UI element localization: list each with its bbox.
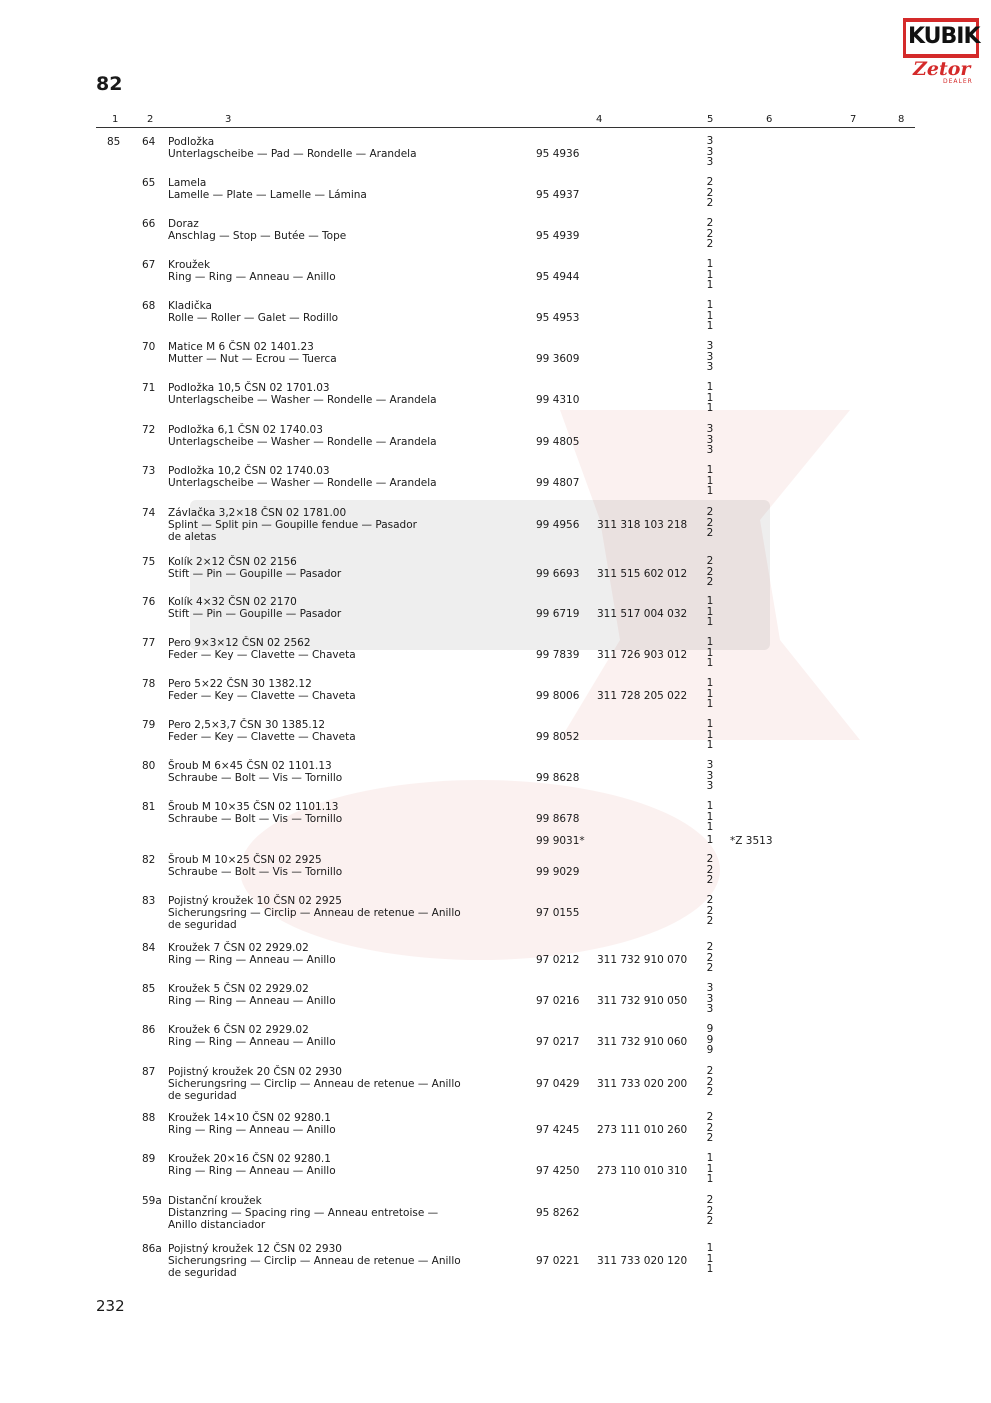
quantities — [705, 596, 715, 628]
part-number: 97 0216 — [536, 995, 580, 1007]
alt-part-number: 311 515 602 012 — [597, 568, 688, 580]
description-line: de seguridad — [168, 919, 237, 931]
quantity: 3 — [706, 350, 714, 363]
quantity: 1 — [706, 657, 714, 669]
note: *Z 3513 — [730, 835, 773, 847]
description-line: Pero 5×22 ČSN 30 1382.12 — [168, 678, 312, 690]
quantity: 2 — [706, 227, 714, 240]
quantities — [705, 1243, 715, 1275]
description-line: de seguridad — [168, 1267, 237, 1279]
quantity: 3 — [706, 156, 714, 168]
position-number: 67 — [142, 259, 156, 271]
description-line: Pero 2,5×3,7 ČSN 30 1385.12 — [168, 719, 326, 731]
description-line: Unterlagscheibe — Pad — Rondelle — Arandela — [168, 148, 417, 160]
description-line: Mutter — Nut — Ecrou — Tuerca — [168, 353, 337, 365]
column-header: 6 — [766, 114, 773, 125]
position-number: 76 — [142, 596, 156, 608]
part-number: 99 7839 — [536, 649, 580, 661]
description-line: Závlačka 3,2×18 ČSN 02 1781.00 — [168, 507, 347, 519]
quantities — [705, 1195, 715, 1227]
description — [168, 341, 528, 365]
quantity: 2 — [706, 516, 714, 529]
quantity: 1 — [706, 616, 714, 628]
quantity: 9 — [706, 1033, 714, 1046]
quantity: 2 — [706, 217, 714, 229]
quantity: 2 — [706, 904, 714, 917]
quantities — [705, 983, 715, 1015]
quantity: 2 — [706, 1075, 714, 1088]
quantity: 3 — [706, 769, 714, 782]
quantity: 1 — [706, 646, 714, 659]
description — [168, 1243, 528, 1279]
quantity: 1 — [706, 1263, 714, 1275]
part-number: 97 4245 — [536, 1124, 580, 1136]
description-line: Stift — Pin — Goupille — Pasador — [168, 568, 342, 580]
quantity: 1 — [706, 728, 714, 741]
position-number: 86 — [142, 1024, 156, 1036]
quantity: 2 — [706, 197, 714, 209]
quantity: 1 — [706, 485, 714, 497]
description — [168, 637, 528, 661]
quantity: 2 — [706, 1132, 714, 1144]
alt-part-number: 311 728 205 022 — [597, 690, 688, 702]
alt-part-number: 311 726 903 012 — [597, 649, 688, 661]
quantities — [705, 382, 715, 414]
quantity: 1 — [706, 299, 714, 311]
quantities — [705, 895, 715, 927]
position-number: 86a — [142, 1243, 162, 1255]
description-line: Schraube — Bolt — Vis — Tornillo — [168, 772, 343, 784]
column-header: 3 — [225, 114, 232, 125]
quantity: 1 — [706, 464, 714, 476]
quantity: 2 — [706, 874, 714, 886]
quantity: 3 — [706, 982, 714, 994]
quantities — [705, 1112, 715, 1144]
description-line: Podložka 10,2 ČSN 02 1740.03 — [168, 465, 330, 477]
kubik-zetor-logo — [903, 18, 981, 85]
quantity: 9 — [706, 1044, 714, 1056]
quantity: 2 — [706, 1065, 714, 1077]
quantity: 3 — [706, 145, 714, 158]
part-number: 95 4936 — [536, 148, 580, 160]
quantities — [705, 177, 715, 209]
description — [168, 801, 528, 825]
description-line: Pero 9×3×12 ČSN 02 2562 — [168, 637, 311, 649]
position-number: 83 — [142, 895, 156, 907]
part-number: 99 4310 — [536, 394, 580, 406]
description-line: de seguridad — [168, 1090, 237, 1102]
logo-word: KUBIK — [908, 24, 980, 49]
description-line: Šroub M 6×45 ČSN 02 1101.13 — [168, 760, 332, 772]
position-number: 64 — [142, 136, 156, 148]
description-line: Sicherungsring — Circlip — Anneau de retenue — Anillo — [168, 907, 461, 919]
quantities — [705, 1153, 715, 1185]
description-line: Feder — Key — Clavette — Chaveta — [168, 731, 356, 743]
quantity: 2 — [706, 506, 714, 518]
column-header: 4 — [596, 114, 603, 125]
quantities — [705, 719, 715, 751]
quantity: 2 — [706, 853, 714, 865]
description — [168, 382, 528, 406]
quantity: 1 — [706, 800, 714, 812]
part-number: 95 4937 — [536, 189, 580, 201]
description-line: Pojistný kroužek 20 ČSN 02 2930 — [168, 1066, 342, 1078]
description-line: Podložka — [168, 136, 215, 148]
part-number: 97 0221 — [536, 1255, 580, 1267]
quantity: 1 — [706, 1252, 714, 1265]
quantity: 3 — [706, 759, 714, 771]
description — [168, 895, 528, 931]
description-line: Rolle — Roller — Galet — Rodillo — [168, 312, 339, 324]
description-line: Schraube — Bolt — Vis — Tornillo — [168, 866, 343, 878]
position-number: 65 — [142, 177, 156, 189]
quantity: 1 — [706, 718, 714, 730]
alt-part-number: 311 732 910 050 — [597, 995, 688, 1007]
part-number: 99 4807 — [536, 477, 580, 489]
quantity: 2 — [706, 962, 714, 974]
description — [168, 719, 528, 743]
quantities — [705, 678, 715, 710]
quantities — [705, 507, 715, 539]
quantity: 2 — [706, 1086, 714, 1098]
description — [168, 678, 528, 702]
position-number: 71 — [142, 382, 156, 394]
quantity: 1 — [706, 381, 714, 393]
part-number: 97 0217 — [536, 1036, 580, 1048]
column-header: 8 — [898, 114, 905, 125]
quantity: 1 — [706, 1173, 714, 1185]
description — [168, 424, 528, 448]
quantity: 1 — [706, 474, 714, 487]
quantity: 3 — [706, 340, 714, 352]
quantity: 1 — [706, 687, 714, 700]
description-line: Doraz — [168, 218, 199, 230]
quantity: 1 — [706, 698, 714, 710]
quantity: 1 — [706, 810, 714, 823]
description-line: Šroub M 10×25 ČSN 02 2925 — [168, 854, 322, 866]
description-line: Lamela — [168, 177, 207, 189]
position-number: 82 — [142, 854, 156, 866]
description-line: Distanzring — Spacing ring — Anneau entretoise — — [168, 1207, 439, 1219]
part-number: 99 4805 — [536, 436, 580, 448]
alt-part-number: 273 111 010 260 — [597, 1124, 688, 1136]
quantity: 3 — [706, 1003, 714, 1015]
quantity: 2 — [706, 1121, 714, 1134]
part-number: 99 8052 — [536, 731, 580, 743]
description — [168, 259, 528, 283]
description-line: Kroužek 7 ČSN 02 2929.02 — [168, 942, 309, 954]
quantity: 9 — [706, 1023, 714, 1035]
column-header: 5 — [707, 114, 714, 125]
description-line: Kolík 4×32 ČSN 02 2170 — [168, 596, 297, 608]
description-line: Ring — Ring — Anneau — Anillo — [168, 1165, 336, 1177]
position-number: 87 — [142, 1066, 156, 1078]
description-line: Podložka 10,5 ČSN 02 1701.03 — [168, 382, 330, 394]
description-line: Ring — Ring — Anneau — Anillo — [168, 271, 336, 283]
description — [168, 596, 528, 620]
position-number: 72 — [142, 424, 156, 436]
description — [168, 1112, 528, 1136]
description-line: Anschlag — Stop — Butée — Tope — [168, 230, 347, 242]
quantity: 2 — [706, 915, 714, 927]
quantities — [705, 465, 715, 497]
position-number: 66 — [142, 218, 156, 230]
position-number: 80 — [142, 760, 156, 772]
quantities — [705, 1024, 715, 1056]
position-number: 73 — [142, 465, 156, 477]
quantity: 2 — [706, 951, 714, 964]
quantity: 2 — [706, 941, 714, 953]
part-number: 97 4250 — [536, 1165, 580, 1177]
position-number: 89 — [142, 1153, 156, 1165]
description-line: Šroub M 10×35 ČSN 02 1101.13 — [168, 801, 339, 813]
position-number: 79 — [142, 719, 156, 731]
description — [168, 300, 528, 324]
part-number: 99 4956 — [536, 519, 580, 531]
position-number: 75 — [142, 556, 156, 568]
position-number: 84 — [142, 942, 156, 954]
quantity: 2 — [706, 555, 714, 567]
quantity: 3 — [706, 992, 714, 1005]
position-number: 77 — [142, 637, 156, 649]
description-line: Distanční kroužek — [168, 1195, 262, 1207]
alt-part-number: 311 733 020 200 — [597, 1078, 688, 1090]
quantity: 1 — [706, 1162, 714, 1175]
quantity: 1 — [706, 636, 714, 648]
alt-part-number: 311 318 103 218 — [597, 519, 688, 531]
part-number: 97 0212 — [536, 954, 580, 966]
quantities — [705, 637, 715, 669]
quantity: 1 — [706, 595, 714, 607]
part-number: 99 9029 — [536, 866, 580, 878]
description-line: Unterlagscheibe — Washer — Rondelle — Arandela — [168, 394, 437, 406]
part-number: 97 0429 — [536, 1078, 580, 1090]
quantities — [705, 942, 715, 974]
description-line: Ring — Ring — Anneau — Anillo — [168, 1036, 336, 1048]
quantity: 2 — [706, 238, 714, 250]
quantity: 3 — [706, 433, 714, 446]
alt-part-number: 311 733 020 120 — [597, 1255, 688, 1267]
description-line: Podložka 6,1 ČSN 02 1740.03 — [168, 424, 323, 436]
alt-part-number: 311 732 910 070 — [597, 954, 688, 966]
quantity: 2 — [706, 1204, 714, 1217]
description — [168, 983, 528, 1007]
description-line: Sicherungsring — Circlip — Anneau de retenue — Anillo — [168, 1255, 461, 1267]
description-line: de aletas — [168, 531, 217, 543]
description-line: Kroužek 14×10 ČSN 02 9280.1 — [168, 1112, 331, 1124]
quantity: 1 — [706, 402, 714, 414]
quantity: 1 — [706, 1242, 714, 1254]
description-line: Ring — Ring — Anneau — Anillo — [168, 1124, 336, 1136]
description — [168, 507, 528, 543]
quantity: 1 — [706, 391, 714, 404]
description-line: Pojistný kroužek 12 ČSN 02 2930 — [168, 1243, 342, 1255]
quantity: 3 — [706, 780, 714, 792]
position-number: 88 — [142, 1112, 156, 1124]
description-line: Splint — Split pin — Goupille fendue — Pasador — [168, 519, 417, 531]
description-line — [168, 835, 528, 847]
part-number: 99 3609 — [536, 353, 580, 365]
part-number: 95 4939 — [536, 230, 580, 242]
quantity: 1 — [706, 320, 714, 332]
description — [168, 854, 528, 878]
footer-page-number: 232 — [96, 1297, 125, 1315]
position-number: 70 — [142, 341, 156, 353]
description — [168, 1153, 528, 1177]
quantities — [705, 424, 715, 456]
description — [168, 556, 528, 580]
alt-part-number: 273 110 010 310 — [597, 1165, 688, 1177]
page-number: 82 — [96, 73, 123, 95]
quantity: 1 — [706, 1152, 714, 1164]
quantity: 3 — [706, 361, 714, 373]
quantity: 2 — [706, 186, 714, 199]
description-line: Kroužek 6 ČSN 02 2929.02 — [168, 1024, 309, 1036]
description — [168, 1195, 528, 1231]
quantity: 1 — [706, 605, 714, 618]
quantity: 2 — [706, 176, 714, 188]
description — [168, 465, 528, 489]
quantity: 2 — [706, 1215, 714, 1227]
quantity: 1 — [706, 834, 714, 846]
quantity: 2 — [706, 1194, 714, 1206]
alt-part-number: 311 732 910 060 — [597, 1036, 688, 1048]
description — [168, 942, 528, 966]
quantity: 3 — [706, 135, 714, 147]
quantities — [705, 1066, 715, 1098]
quantity: 1 — [706, 677, 714, 689]
description — [168, 835, 528, 847]
part-number: 97 0155 — [536, 907, 580, 919]
description-line: Anillo distanciador — [168, 1219, 266, 1231]
quantity: 1 — [706, 739, 714, 751]
description — [168, 1066, 528, 1102]
part-number: 99 9031* — [536, 835, 585, 847]
quantity: 3 — [706, 423, 714, 435]
quantities — [705, 259, 715, 291]
quantity: 2 — [706, 527, 714, 539]
description-line: Kladička — [168, 300, 212, 312]
description-line: Kroužek 20×16 ČSN 02 9280.1 — [168, 1153, 331, 1165]
group-number: 85 — [107, 136, 121, 148]
description-line: Kroužek 5 ČSN 02 2929.02 — [168, 983, 309, 995]
quantities — [705, 218, 715, 250]
quantity: 2 — [706, 894, 714, 906]
quantities — [705, 835, 715, 846]
part-number: 95 4953 — [536, 312, 580, 324]
part-number: 99 6719 — [536, 608, 580, 620]
logo-zetor: Zetor — [913, 58, 971, 80]
description-line: Stift — Pin — Goupille — Pasador — [168, 608, 342, 620]
description-line: Kolík 2×12 ČSN 02 2156 — [168, 556, 297, 568]
quantities — [705, 801, 715, 833]
description-line: Schraube — Bolt — Vis — Tornillo — [168, 813, 343, 825]
description — [168, 136, 528, 160]
logo-dealer: DEALER — [943, 78, 973, 85]
position-number: 68 — [142, 300, 156, 312]
quantity: 2 — [706, 863, 714, 876]
description-line: Sicherungsring — Circlip — Anneau de retenue — Anillo — [168, 1078, 461, 1090]
quantities — [705, 854, 715, 886]
quantities — [705, 136, 715, 168]
position-number: 74 — [142, 507, 156, 519]
position-number: 81 — [142, 801, 156, 813]
header-divider — [96, 127, 915, 128]
description-line: Feder — Key — Clavette — Chaveta — [168, 690, 356, 702]
description-line: Feder — Key — Clavette — Chaveta — [168, 649, 356, 661]
description-line: Unterlagscheibe — Washer — Rondelle — Arandela — [168, 436, 437, 448]
part-number: 99 6693 — [536, 568, 580, 580]
quantity: 1 — [706, 268, 714, 281]
quantity: 1 — [706, 258, 714, 270]
quantity: 1 — [706, 821, 714, 833]
quantities — [705, 300, 715, 332]
quantity: 2 — [706, 576, 714, 588]
description-line: Lamelle — Plate — Lamelle — Lámina — [168, 189, 367, 201]
position-number: 85 — [142, 983, 156, 995]
part-number: 99 8678 — [536, 813, 580, 825]
description-line: Kroužek — [168, 259, 211, 271]
part-number: 99 8628 — [536, 772, 580, 784]
quantities — [705, 760, 715, 792]
quantity: 2 — [706, 565, 714, 578]
column-header: 2 — [147, 114, 154, 125]
quantity: 2 — [706, 1111, 714, 1123]
quantities — [705, 341, 715, 373]
description — [168, 177, 528, 201]
description — [168, 218, 528, 242]
quantity: 3 — [706, 444, 714, 456]
column-header: 7 — [850, 114, 857, 125]
description-line: Pojistný kroužek 10 ČSN 02 2925 — [168, 895, 342, 907]
description — [168, 1024, 528, 1048]
alt-part-number: 311 517 004 032 — [597, 608, 688, 620]
position-number: 59a — [142, 1195, 162, 1207]
description-line: Ring — Ring — Anneau — Anillo — [168, 995, 336, 1007]
description — [168, 760, 528, 784]
part-number: 95 4944 — [536, 271, 580, 283]
quantity: 1 — [706, 309, 714, 322]
quantities — [705, 556, 715, 588]
position-number: 78 — [142, 678, 156, 690]
part-number: 95 8262 — [536, 1207, 580, 1219]
description-line: Unterlagscheibe — Washer — Rondelle — Arandela — [168, 477, 437, 489]
column-header: 1 — [112, 114, 119, 125]
description-line: Matice M 6 ČSN 02 1401.23 — [168, 341, 314, 353]
description-line: Ring — Ring — Anneau — Anillo — [168, 954, 336, 966]
part-number: 99 8006 — [536, 690, 580, 702]
quantity: 1 — [706, 279, 714, 291]
